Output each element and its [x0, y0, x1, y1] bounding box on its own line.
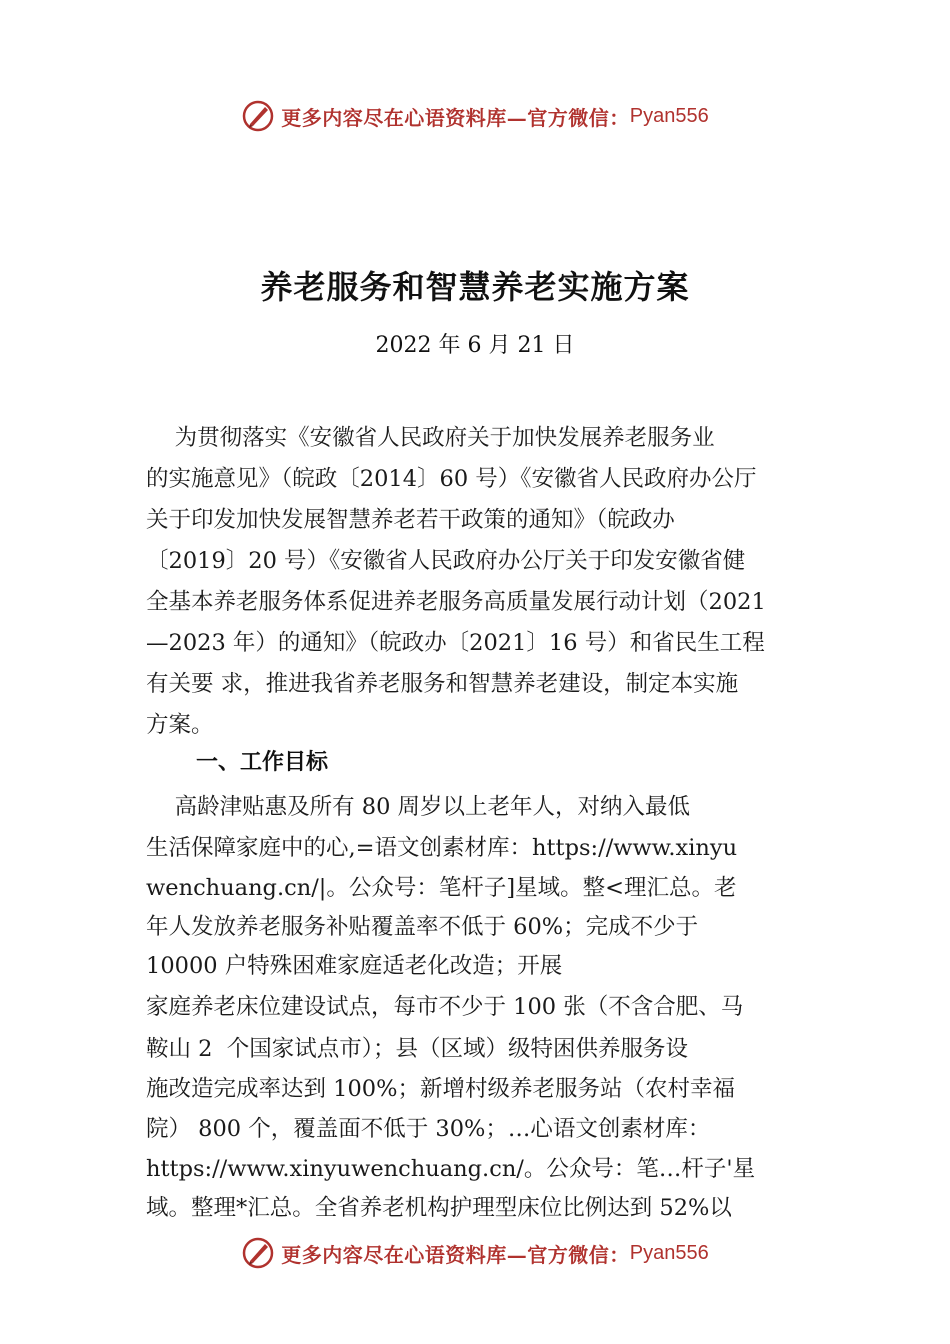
- paragraph-line: https://www.xinyuwenchuang.cn/。公众号：笔…杆子'星: [146, 1156, 756, 1182]
- paragraph-line: 10000 户特殊困难家庭适老化改造；开展: [146, 953, 563, 979]
- paragraph-line: 生活保障家庭中的心,=语文创素材库：https://www.xinyu: [146, 835, 738, 861]
- paragraph-line: 鞍山 2 个国家试点市）；县（区域）级特困供养服务设: [146, 1036, 689, 1062]
- pen-logo-icon: [241, 1236, 275, 1270]
- paragraph-line: 为贯彻落实《安徽省人民政府关于加快发展养老服务业: [146, 425, 715, 451]
- paragraph-line: 的实施意见》（皖政〔2014〕60 号）《安徽省人民政府办公厅: [146, 466, 757, 492]
- paragraph-line: —2023 年）的通知》（皖政办〔2021〕16 号）和省民生工程: [146, 630, 765, 656]
- paragraph-line: 家庭养老床位建设试点，每市不少于 100 张（不含合肥、马: [146, 994, 744, 1020]
- paragraph-line: 域。整理*汇总。全省养老机构护理型床位比例达到 52%以: [146, 1195, 732, 1221]
- paragraph-line: 施改造完成率达到 100%；新增村级养老服务站（农村幸福: [146, 1076, 735, 1102]
- watermark-wechat-id: Pyan556: [629, 104, 709, 127]
- watermark-banner-bottom: [0, 1233, 950, 1273]
- paragraph-line: 方案。: [146, 712, 214, 738]
- document-title: 养老服务和智慧养老实施方案: [260, 268, 690, 306]
- watermark-text: 更多内容尽在心语资料库—官方微信：: [281, 105, 630, 130]
- watermark-text: 更多内容尽在心语资料库—官方微信：: [281, 1242, 630, 1267]
- paragraph-line: 〔2019〕20 号）《安徽省人民政府办公厅关于印发安徽省健: [146, 548, 746, 574]
- document-date: 2022 年 6 月 21 日: [375, 333, 575, 358]
- watermark-wechat-id: Pyan556: [629, 1241, 709, 1264]
- paragraph-line: 关于印发加快发展智慧养老若干政策的通知》（皖政办: [146, 507, 675, 533]
- pen-logo-icon: [241, 99, 275, 133]
- paragraph-line: 院） 800 个，覆盖面不低于 30%；…心语文创素材库：: [146, 1116, 711, 1142]
- paragraph-line: 年人发放养老服务补贴覆盖率不低于 60%；完成不少于: [146, 914, 699, 940]
- paragraph-line: 全基本养老服务体系促进养老服务高质量发展行动计划（2021: [146, 589, 766, 615]
- watermark-banner-top: [0, 96, 950, 136]
- paragraph-line: 高龄津贴惠及所有 80 周岁以上老年人，对纳入最低: [146, 794, 691, 820]
- section-heading: 一、工作目标: [196, 750, 329, 775]
- paragraph-line: 有关要 求，推进我省养老服务和智慧养老建设，制定本实施: [146, 671, 739, 697]
- paragraph-line: wenchuang.cn/|。公众号：笔杆子]星域。整<理汇总。老: [146, 875, 737, 901]
